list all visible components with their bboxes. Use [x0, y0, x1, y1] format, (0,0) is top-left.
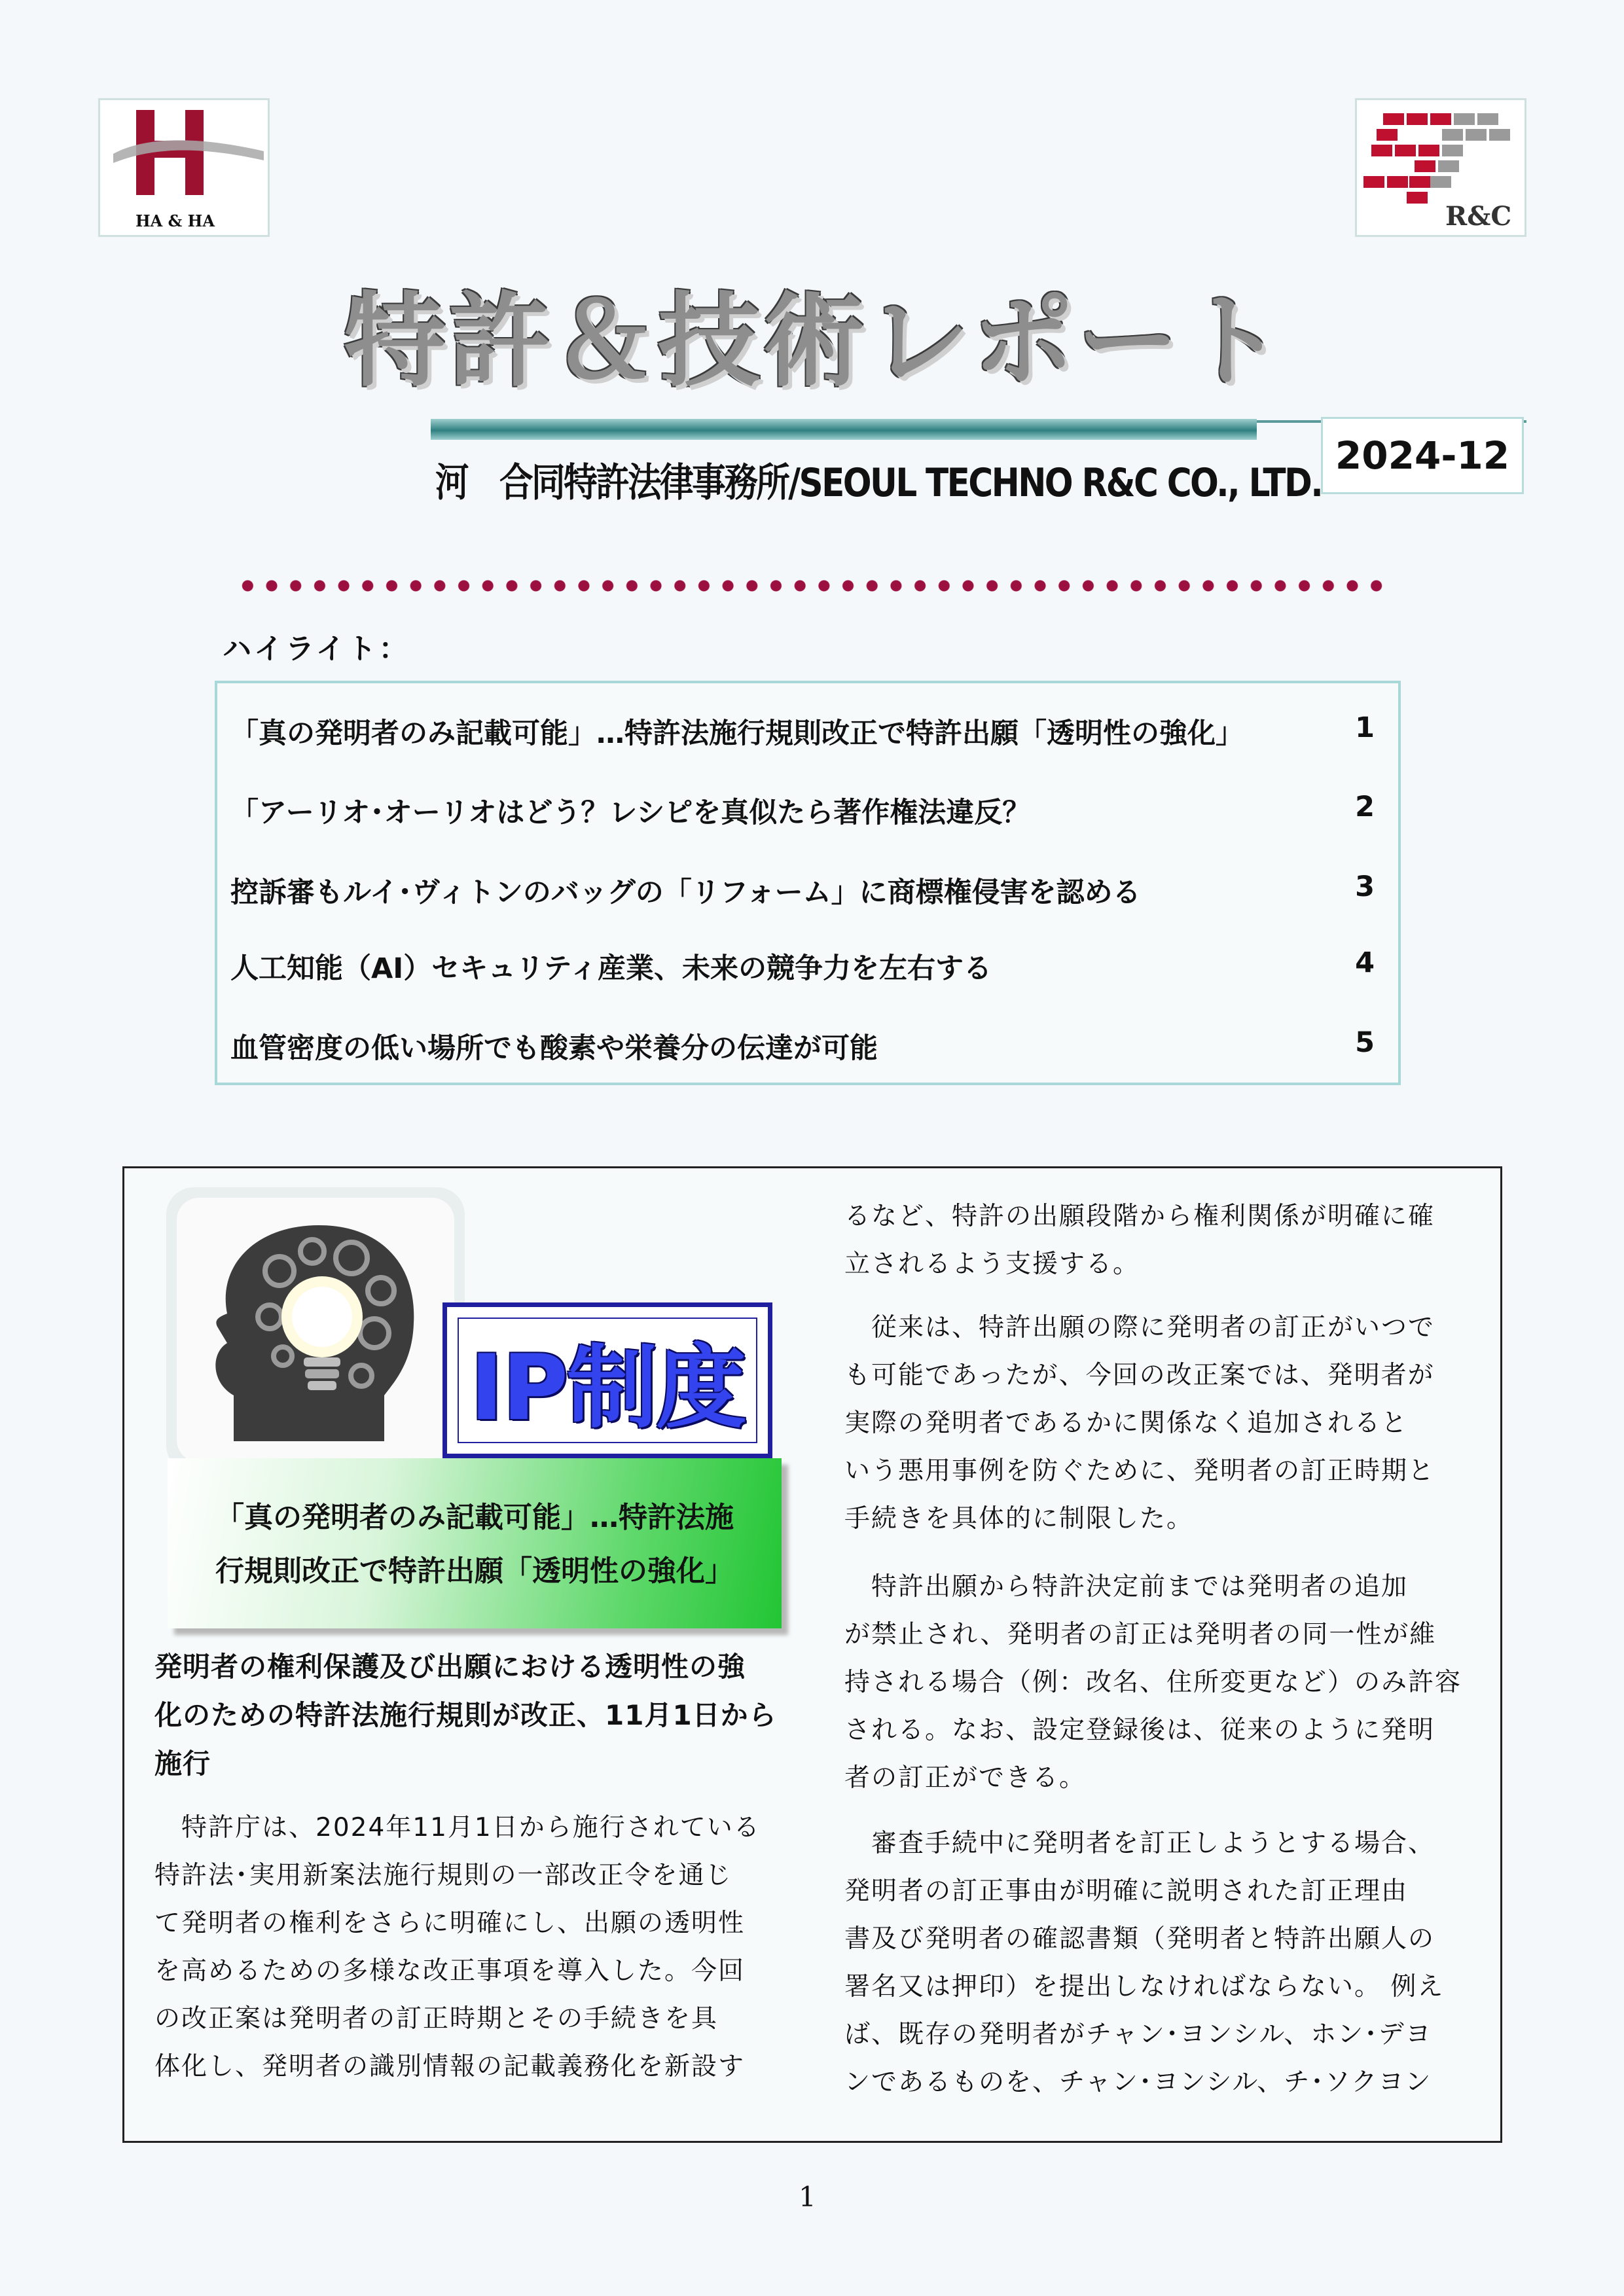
- report-title: 特許＆技術レポート: [344, 281, 1286, 401]
- ha-and-ha-logo: [98, 98, 270, 237]
- title-underline-bar: [431, 419, 1257, 440]
- body-line: 持される場合（例：改名、住所変更など）のみ許容: [844, 1668, 1462, 1697]
- article-right-paragraph-3: [844, 1563, 1462, 1802]
- lightbulb-head-icon: [165, 1186, 466, 1474]
- headline-line-2: 行規則改正で特許出願「透明性の強化」: [215, 1554, 734, 1588]
- article-right-paragraph-1: [844, 1193, 1435, 1288]
- body-line: ば、既存の発明者がチャン･ヨンシル、ホン･デヨ: [844, 2020, 1432, 2049]
- toc-item-page: 4: [1355, 946, 1375, 979]
- r-and-c-caption: R&C: [1445, 201, 1512, 232]
- toc-item-title: 「真の発明者のみ記載可能」…特許法施行規則改正で特許出願「透明性の強化」: [230, 717, 1244, 750]
- toc-item-page: 2: [1355, 791, 1375, 823]
- toc-item-title: 控訴審もルイ･ヴィトンのバッグの「リフォーム」に商標権侵害を認める: [230, 876, 1141, 909]
- body-line: 立されるよう支援する。: [844, 1249, 1140, 1279]
- highlights-toc: [215, 681, 1401, 1085]
- ha-and-ha-caption: HA & HA: [135, 211, 215, 230]
- body-line: 特許法･実用新案法施行規則の一部改正令を通じ: [154, 1861, 732, 1890]
- article-left-paragraph: [154, 1804, 761, 2090]
- body-line: を高めるための多様な改正事項を導入した。今回: [154, 1956, 746, 1986]
- category-label: IP制度: [469, 1335, 746, 1441]
- body-line: 手続きを具体的に制限した。: [844, 1504, 1194, 1534]
- article-right-paragraph-4: [844, 1820, 1444, 2106]
- body-line: 者の訂正ができる。: [844, 1763, 1087, 1793]
- toc-item-title: 血管密度の低い場所でも酸素や栄養分の伝達が可能: [230, 1032, 878, 1065]
- toc-item-page: 5: [1355, 1026, 1375, 1059]
- toc-item-1[interactable]: [230, 711, 1375, 751]
- subhead-line: 発明者の権利保護及び出願における透明性の強: [154, 1651, 746, 1683]
- toc-item-5[interactable]: [230, 1026, 1375, 1066]
- subhead-line: 施行: [154, 1748, 211, 1780]
- toc-item-page: 1: [1355, 711, 1375, 744]
- dotted-divider: [236, 577, 1388, 594]
- headline-line-1: 「真の発明者のみ記載可能」…特許法施: [215, 1501, 734, 1534]
- toc-item-4[interactable]: [230, 946, 1375, 986]
- toc-item-page: 3: [1355, 870, 1375, 903]
- page-number: 1: [799, 2181, 816, 2213]
- highlights-label: ハイライト：: [223, 632, 410, 666]
- toc-item-title: 人工知能（AI）セキュリティ産業、未来の競争力を左右する: [230, 952, 992, 985]
- body-line: の改正案は発明者の訂正時期とその手続きを具: [154, 2004, 719, 2034]
- subhead-line: 化のための特許法施行規則が改正、11月1日から: [154, 1699, 777, 1731]
- body-line: される。なお、設定登録後は、従来のように発明: [844, 1715, 1435, 1745]
- issue-date: 2024-12: [1335, 433, 1510, 478]
- body-line: 署名又は押印）を提出しなければならない。 例え: [844, 1972, 1445, 2001]
- head-lightbulb-illustration: [165, 1186, 466, 1474]
- body-line: 審査手続中に発明者を訂正しようとする場合、: [844, 1829, 1435, 1858]
- body-line: 特許庁は、2024年11月1日から施行されている: [154, 1813, 761, 1842]
- article-headline-box: [168, 1458, 782, 1628]
- body-line: が禁止され、発明者の訂正は発明者の同一性が維: [844, 1620, 1437, 1649]
- article-subheading: [154, 1643, 783, 1788]
- body-line: いう悪用事例を防ぐために、発明者の訂正時期と: [844, 1456, 1435, 1486]
- toc-item-3[interactable]: [230, 870, 1375, 910]
- company-name: 河 合同特許法律事務所/SEOUL TECHNO R&C CO., LTD.: [435, 460, 1322, 506]
- issue-date-box: [1321, 417, 1524, 494]
- seoul-techno-logo: [1355, 98, 1526, 237]
- category-frame: [442, 1302, 772, 1458]
- body-line: ンであるものを、チャン･ヨンシル、チ･ソクヨン: [844, 2068, 1432, 2097]
- body-line: も可能であったが、今回の改正案では、発明者が: [844, 1361, 1435, 1390]
- body-line: て発明者の権利をさらに明確にし、出願の透明性: [154, 1909, 746, 1938]
- body-line: 発明者の訂正事由が明確に説明された訂正理由: [844, 1876, 1409, 1906]
- article-right-paragraph-2: [844, 1304, 1435, 1543]
- body-line: 書及び発明者の確認書類（発明者と特許出願人の: [844, 1924, 1435, 1954]
- toc-item-title: 「アーリオ･オーリオはどう？レシピを真似たら著作権法違反？: [230, 797, 1031, 829]
- body-line: 体化し、発明者の識別情報の記載義務化を新設す: [154, 2052, 746, 2081]
- body-line: 実際の発明者であるかに関係なく追加されると: [844, 1408, 1409, 1438]
- toc-item-2[interactable]: [230, 791, 1375, 831]
- body-line: 特許出願から特許決定前までは発明者の追加: [844, 1572, 1409, 1602]
- body-line: るなど、特許の出願段階から権利関係が明確に確: [844, 1202, 1435, 1231]
- body-line: 従来は、特許出願の際に発明者の訂正がいつで: [844, 1313, 1435, 1342]
